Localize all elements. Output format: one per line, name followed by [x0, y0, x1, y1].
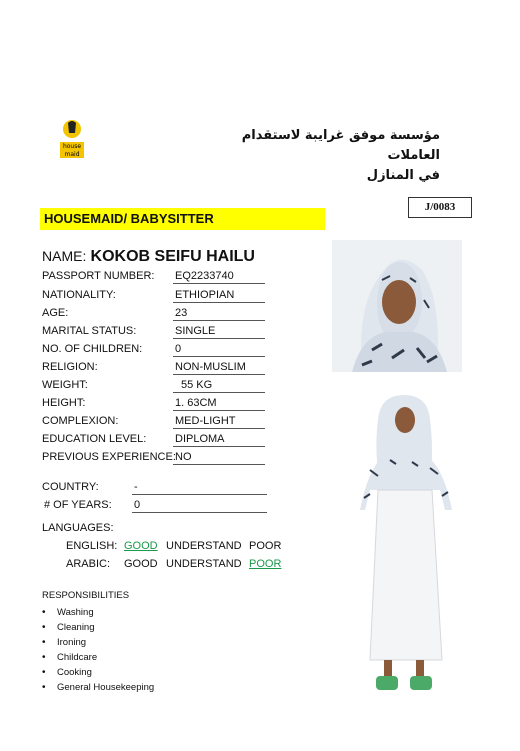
experience-row-country	[42, 481, 272, 496]
reference-number-box: J/0083	[408, 197, 472, 218]
detail-label: COMPLEXION:	[42, 415, 119, 427]
detail-value: NO	[173, 451, 265, 465]
detail-label: RELIGION:	[42, 361, 98, 373]
list-item: • Washing	[42, 605, 154, 620]
language-level-good-selected: GOOD	[124, 540, 158, 552]
responsibilities-heading: RESPONSIBILITIES	[42, 590, 130, 601]
experience-value: 0	[132, 499, 267, 513]
language-level-understand: UNDERSTAND	[166, 558, 242, 570]
candidate-name-row	[42, 248, 255, 266]
position-title-band	[40, 208, 325, 230]
language-level-poor: POOR	[249, 540, 282, 552]
detail-value: SINGLE	[173, 325, 265, 339]
detail-value: 23	[173, 307, 265, 321]
language-level-understand: UNDERSTAND	[166, 540, 242, 552]
portrait-photo	[332, 240, 462, 372]
logo-text-line-1: house	[62, 143, 82, 150]
detail-label: NATIONALITY:	[42, 289, 116, 301]
detail-value: MED-LIGHT	[173, 415, 265, 429]
detail-label: NO. OF CHILDREN:	[42, 343, 143, 355]
list-item: • Childcare	[42, 650, 154, 665]
list-item: • General Housekeeping	[42, 680, 154, 695]
list-item: • Cleaning	[42, 620, 154, 635]
detail-label: HEIGHT:	[42, 397, 86, 409]
detail-value: ETHIOPIAN	[173, 289, 265, 303]
position-title: HOUSEMAID/ BABYSITTER	[44, 211, 214, 226]
experience-row-years	[42, 499, 272, 514]
agency-logo	[56, 117, 88, 159]
detail-value: 55 KG	[173, 379, 265, 393]
list-item: • Cooking	[42, 665, 154, 680]
name-label: NAME:	[42, 248, 87, 264]
agency-name-line-2: في المنازل	[366, 168, 440, 183]
detail-label: PASSPORT NUMBER:	[42, 270, 155, 282]
detail-value: 1. 63CM	[173, 397, 265, 411]
language-row-arabic	[66, 558, 296, 572]
detail-label: WEIGHT:	[42, 379, 88, 391]
language-name: ARABIC:	[66, 558, 111, 570]
responsibilities-list	[42, 605, 154, 695]
experience-value: -	[132, 481, 267, 495]
detail-value: DIPLOMA	[173, 433, 265, 447]
language-level-poor-selected: POOR	[249, 558, 282, 570]
language-level-good: GOOD	[124, 558, 158, 570]
agency-name-line-1: مؤسسة موفق غرايبة لاستقدام العاملات	[241, 128, 440, 163]
language-row-english	[66, 540, 296, 554]
list-item: • Ironing	[42, 635, 154, 650]
detail-label: EDUCATION LEVEL:	[42, 433, 147, 445]
logo-text-line-2: maid	[64, 151, 80, 158]
experience-label: # OF YEARS:	[44, 499, 112, 511]
detail-label: AGE:	[42, 307, 69, 319]
languages-heading: LANGUAGES:	[42, 522, 114, 534]
candidate-name: KOKOB SEIFU HAILU	[90, 248, 255, 265]
detail-value: EQ2233740	[173, 270, 265, 284]
detail-label: PREVIOUS EXPERIENCE:	[42, 451, 176, 463]
full-body-photo	[350, 390, 462, 702]
agency-name-arabic	[215, 126, 440, 186]
experience-label: COUNTRY:	[42, 481, 99, 493]
detail-label: MARITAL STATUS:	[42, 325, 137, 337]
language-name: ENGLISH:	[66, 540, 118, 552]
detail-value: NON-MUSLIM	[173, 361, 265, 375]
detail-value: 0	[173, 343, 265, 357]
